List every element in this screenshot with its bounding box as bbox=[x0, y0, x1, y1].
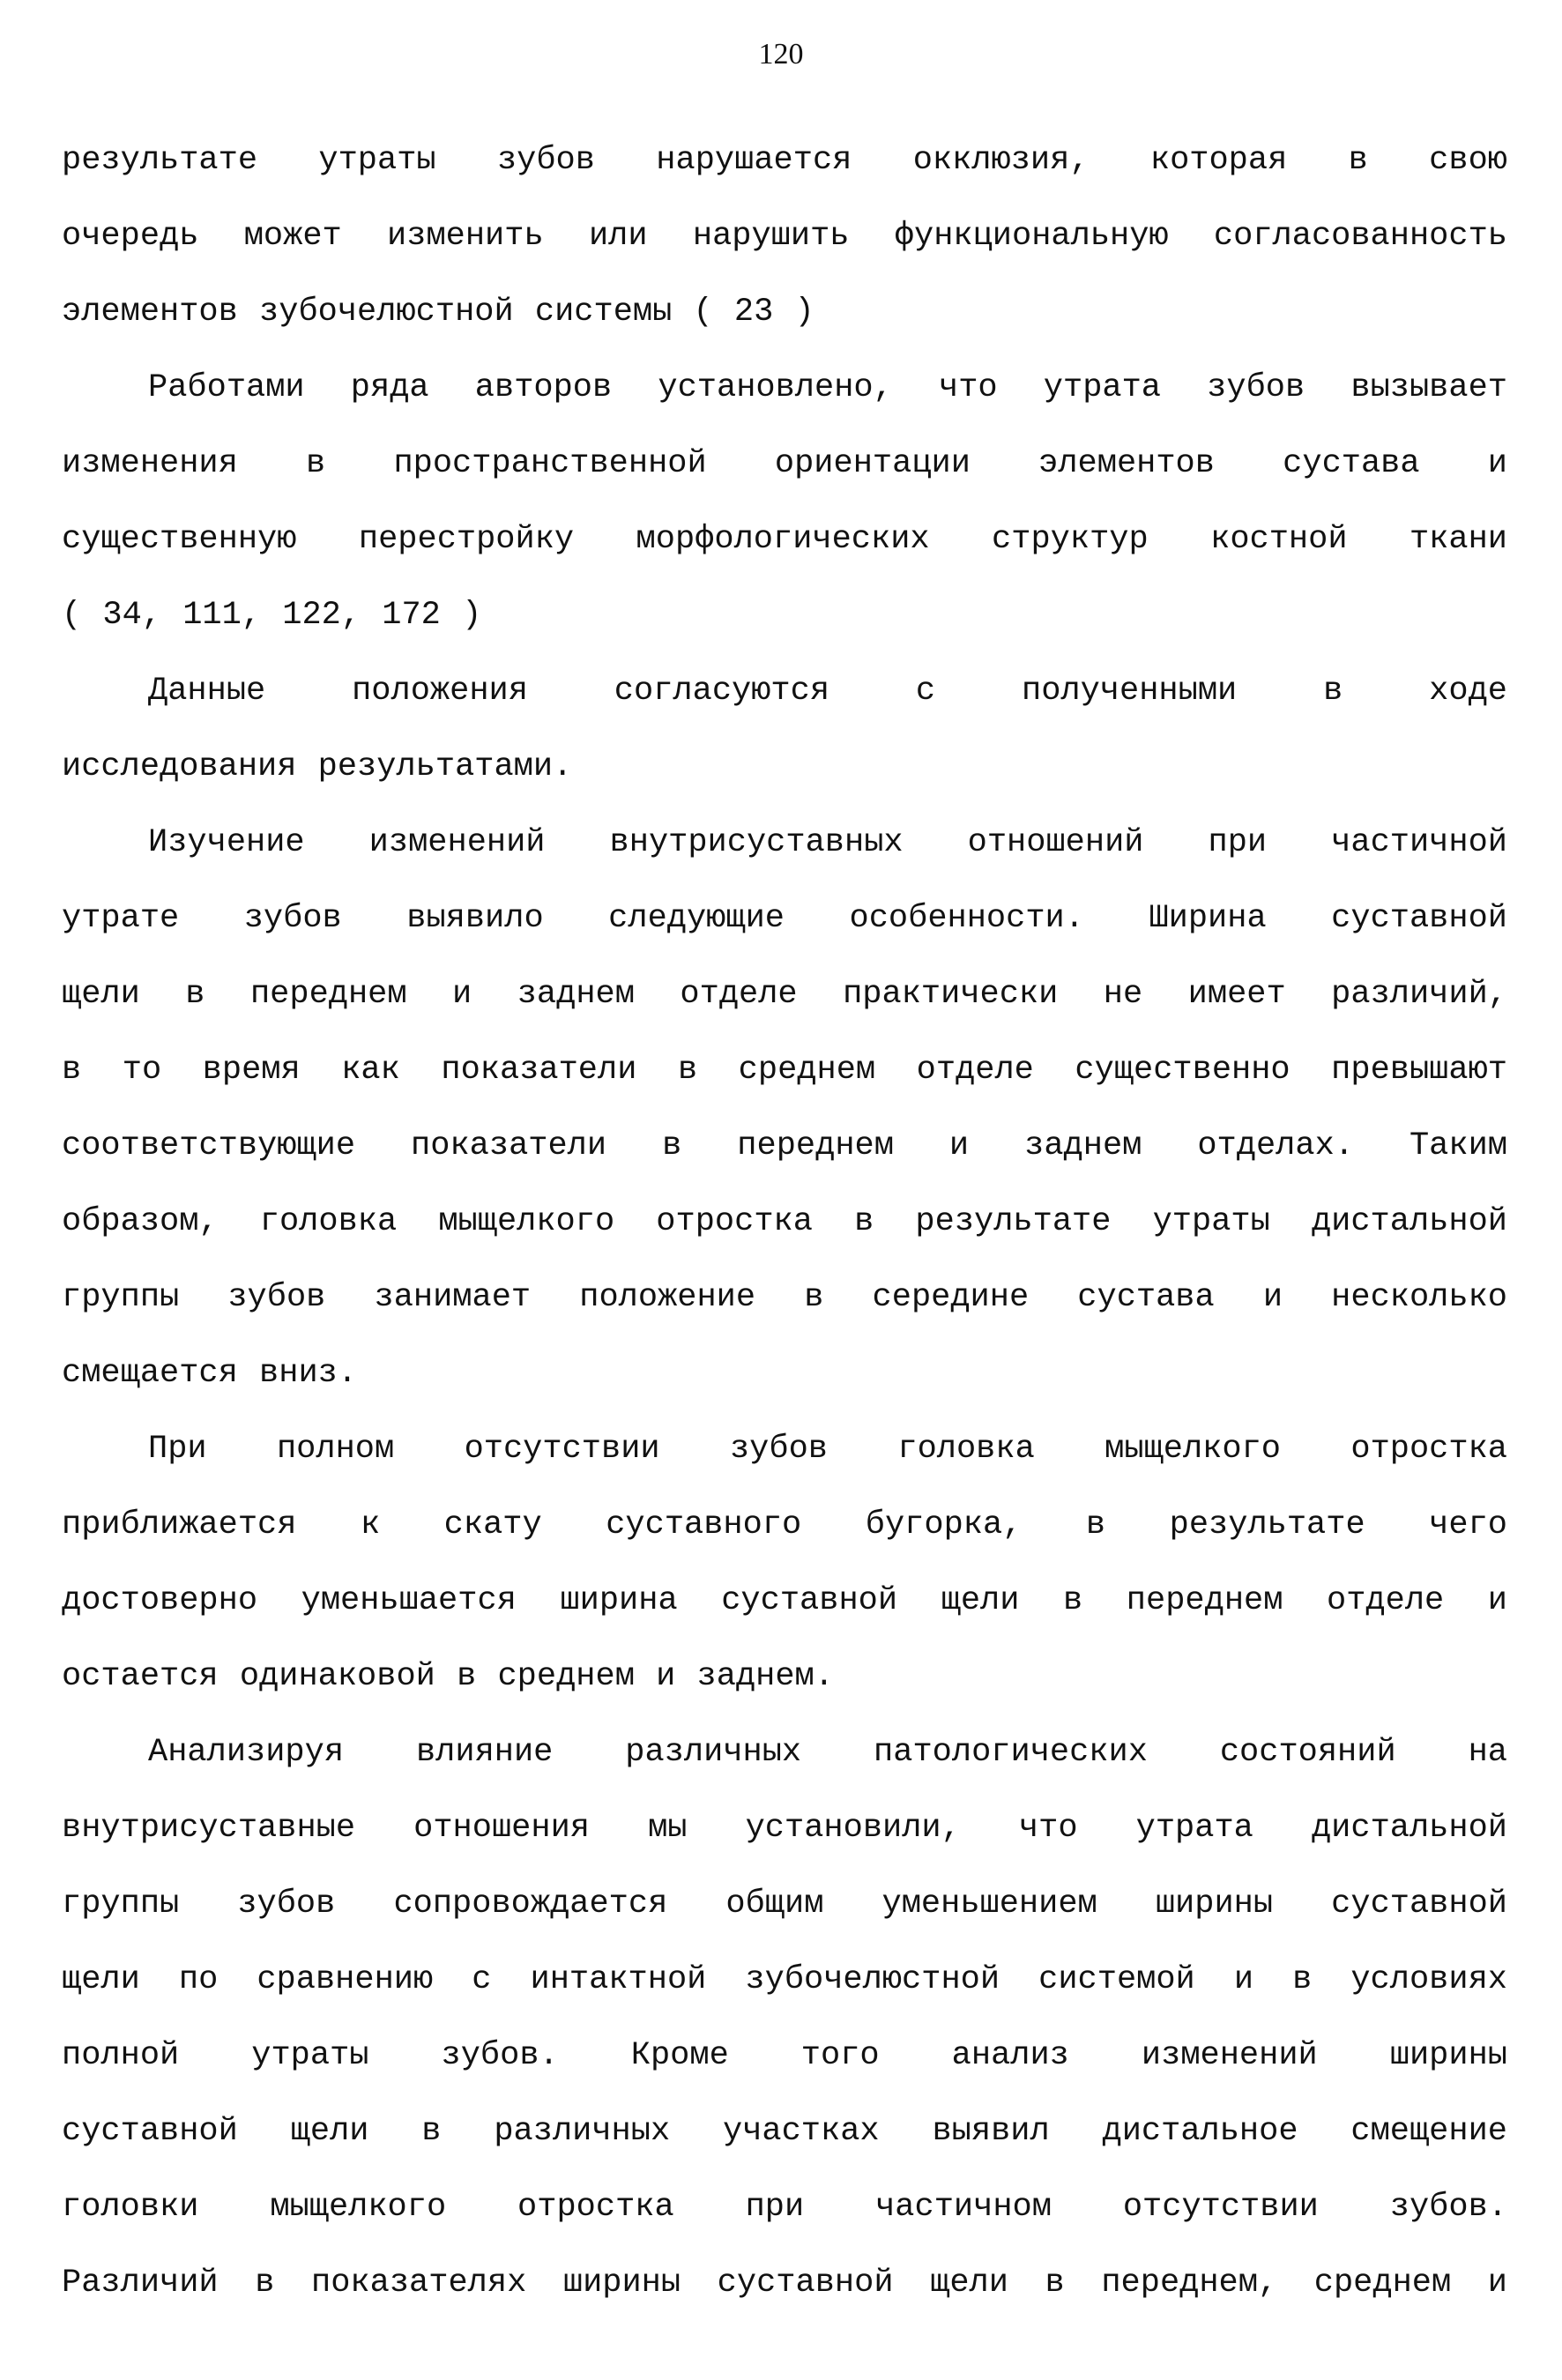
text-line: изменения в пространственной ориентации элементов сустава и bbox=[62, 445, 1507, 482]
text-line: соответствующие показатели в переднем и заднем отделах. Таким bbox=[62, 1127, 1507, 1164]
text-line: щели в переднем и заднем отделе практически не имеет различий, bbox=[62, 976, 1507, 1013]
text-line: утрате зубов выявило следующие особенности. Ширина суставной bbox=[62, 900, 1507, 937]
text-line: Различий в показателях ширины суставной щели в переднем, среднем и bbox=[62, 2265, 1507, 2302]
text-line: остается одинаковой в среднем и заднем. bbox=[62, 1658, 834, 1695]
text-line: щели по сравнению с интактной зубочелюстной системой и в условиях bbox=[62, 1961, 1507, 1998]
text-line: Работами ряда авторов установлено, что утрата зубов вызывает bbox=[148, 369, 1507, 406]
text-line: приближается к скату суставного бугорка, в результате чего bbox=[62, 1506, 1507, 1543]
text-line: При полном отсутствии зубов головка мыщелкого отростка bbox=[148, 1431, 1507, 1468]
body-text bbox=[62, 134, 1507, 2332]
text-line: группы зубов занимает положение в середине сустава и несколько bbox=[62, 1279, 1507, 1316]
text-line: ( 34, 111, 122, 172 ) bbox=[62, 597, 482, 634]
text-line: Данные положения согласуются с полученными в ходе bbox=[148, 673, 1507, 710]
text-line: смещается вниз. bbox=[62, 1355, 358, 1392]
text-line: существенную перестройку морфологических структур костной ткани bbox=[62, 521, 1507, 558]
text-line: исследования результатами. bbox=[62, 748, 573, 785]
text-line: полной утраты зубов. Кроме того анализ изменений ширины bbox=[62, 2037, 1507, 2074]
text-line: группы зубов сопровождается общим уменьшением ширины суставной bbox=[62, 1885, 1507, 1923]
text-line: головки мыщелкого отростка при частичном отсутствии зубов. bbox=[62, 2189, 1507, 2226]
text-line: элементов зубочелюстной системы ( 23 ) bbox=[62, 294, 814, 331]
text-line: очередь может изменить или нарушить функциональную согласованность bbox=[62, 218, 1507, 255]
text-line: достоверно уменьшается ширина суставной щели в переднем отделе и bbox=[62, 1582, 1507, 1619]
text-line: образом, головка мыщелкого отростка в результате утраты дистальной bbox=[62, 1203, 1507, 1240]
text-line: Анализируя влияние различных патологических состояний на bbox=[148, 1734, 1507, 1771]
text-line: результате утраты зубов нарушается окклюзия, которая в свою bbox=[62, 142, 1507, 179]
text-line: Изучение изменений внутрисуставных отношений при частичной bbox=[148, 824, 1507, 861]
page-number: 120 bbox=[758, 38, 804, 71]
text-line: в то время как показатели в среднем отделе существенно превышают bbox=[62, 1052, 1507, 1089]
text-line: внутрисуставные отношения мы установили, что утрата дистальной bbox=[62, 1810, 1507, 1847]
text-line: суставной щели в различных участках выявил дистальное смещение bbox=[62, 2113, 1507, 2150]
